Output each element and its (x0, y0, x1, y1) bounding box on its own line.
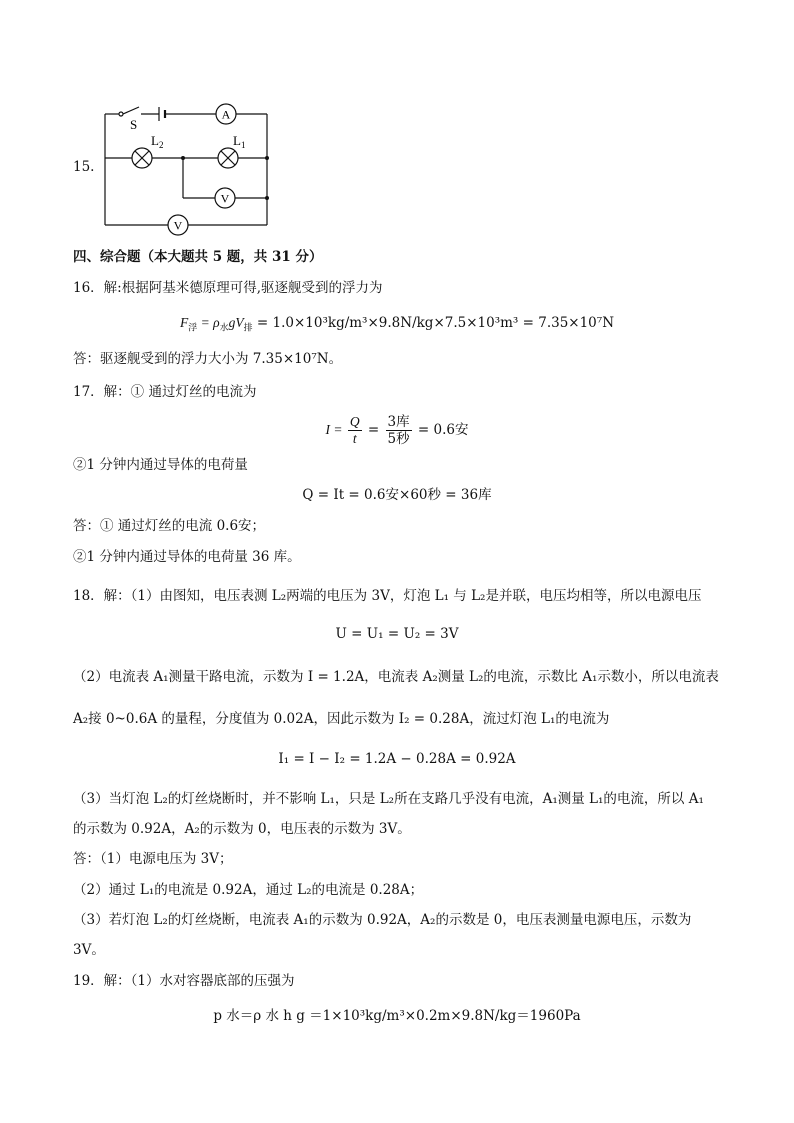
q16-intro: 16．解:根据阿基米德原理可得,驱逐舰受到的浮力为 (73, 280, 383, 296)
q16-answer: 答：驱逐舰受到的浮力大小为 7.35×10⁷N。 (73, 351, 343, 367)
q18-answer3a: （3）若灯泡 L₂的灯丝烧断，电流表 A₁的示数为 0.92A，A₂的示数是 0，电压表测量电源电压，示数为 (73, 912, 692, 928)
circuit-diagram (95, 97, 280, 237)
q18-p2a: （2）电流表 A₁测量干路电流，示数为 I = 1.2A，电流表 A₂测量 L₂的电流，示数比 A₁示数小，所以电流表 (73, 669, 719, 685)
q17-answer2: ②1 分钟内通过导体的电荷量 36 库。 (73, 549, 301, 565)
q18-answer3b: 3V。 (73, 942, 105, 958)
lamp-l1-label: $L_1$ (233, 133, 246, 150)
ammeter-icon (216, 104, 236, 124)
q18-answer2: （2）通过 L₁的电流是 0.92A，通过 L₂的电流是 0.28A； (73, 882, 424, 898)
q18-p3a: （3）当灯泡 L₂的灯丝烧断时，并不影响 L₁，只是 L₂所在支路几乎没有电流，A₁测量 L₁的电流，所以 A₁ (73, 791, 704, 807)
q15-number: 15. (73, 159, 95, 175)
q17-equation1: I = $\frac{Q}{t}$ = $\frac{\text{3库}}{\text{5秒}}$ = 0.6安 (325, 414, 469, 447)
voltmeter-bottom-label: V (173, 218, 183, 233)
q19-intro: 19．解：（1）水对容器底部的压强为 (73, 973, 295, 989)
q17-part2: ②1 分钟内通过导体的电荷量 (73, 457, 248, 473)
q17-equation2: Q = It = 0.6安×60秒 = 36库 (302, 487, 492, 503)
q18-equation1: U = U₁ = U₂ = 3V (335, 626, 459, 642)
q16-equation: $F_浮 = \rho_水gV_排 = 1.0\times 10^3kg/m^3\times 9.8N/kg\times 7.5\times 10^3m^3 = 7.35\times 10^7N$ (179, 315, 615, 334)
lamp-l2-label: $L_2$ (151, 133, 164, 150)
q18-p2b: A₂接 0~0.6A 的量程，分度值为 0.02A，因此示数为 I₂ = 0.28A，流过灯泡 L₁的电流为 (73, 711, 610, 727)
section-heading: 四、综合题（本大题共 5 题，共 31 分） (73, 249, 323, 265)
ammeter-label: A (221, 107, 231, 122)
switch-label: S (130, 117, 138, 132)
lamp-l1-icon (218, 148, 238, 168)
voltmeter-middle-label: V (220, 191, 230, 206)
voltmeter-middle-icon (215, 188, 235, 208)
q17-answer1: 答：① 通过灯丝的电流 0.6安； (73, 518, 266, 534)
q17-intro: 17．解：① 通过灯丝的电流为 (73, 384, 257, 400)
voltmeter-bottom-icon (168, 215, 188, 235)
q18-equation2: I₁ = I − I₂ = 1.2A − 0.28A = 0.92A (278, 751, 516, 767)
q18-answer1: 答：（1）电源电压为 3V； (73, 851, 233, 867)
q18-p1: 18．解：（1）由图知，电压表测 L₂两端的电压为 3V，灯泡 L₁ 与 L₂是并联，电压均相等，所以电源电压 (73, 588, 702, 604)
q19-equation: p 水＝ρ 水 h g ＝1×10³kg/m³×0.2m×9.8N/kg＝1960Pa (213, 1008, 581, 1024)
q18-p3b: 的示数为 0.92A，A₂的示数为 0，电压表的示数为 3V。 (73, 821, 411, 837)
lamp-l2-icon (132, 148, 152, 168)
